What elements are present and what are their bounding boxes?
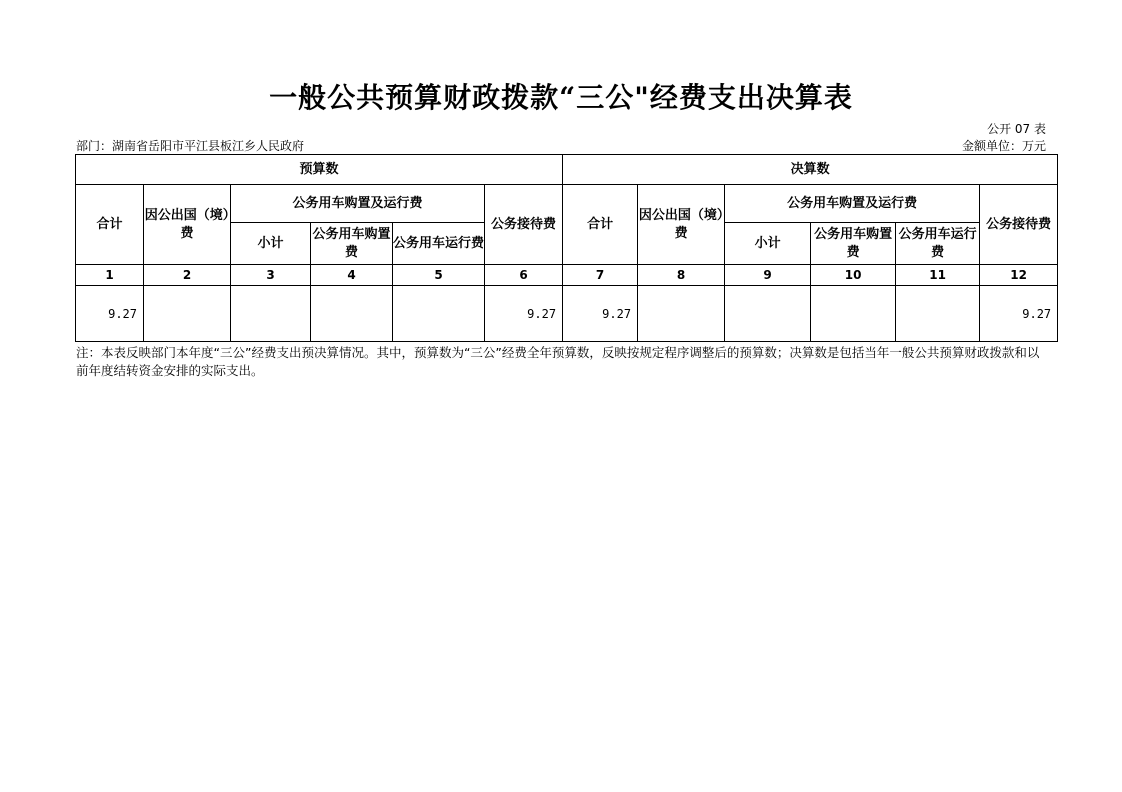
amount-unit-label: 金额单位：万元 <box>961 139 1046 153</box>
column-number-row <box>76 265 1058 286</box>
budget-abroad-value <box>144 286 231 342</box>
budget-total-value: 9.27 <box>76 286 144 342</box>
budget-vehicle-subtotal-value <box>231 286 311 342</box>
final-reception-value: 9.27 <box>980 286 1058 342</box>
form-number: 公开 07 表 <box>987 122 1046 136</box>
column-number: 3 <box>231 265 311 286</box>
budget-abroad-header: 因公出国（境）费 <box>144 185 231 265</box>
budget-total-header: 合计 <box>76 185 144 265</box>
final-subtotal-header: 小计 <box>725 223 811 265</box>
column-number: 11 <box>896 265 980 286</box>
final-abroad-header: 因公出国（境）费 <box>638 185 725 265</box>
column-number: 10 <box>811 265 896 286</box>
final-vehicle-subtotal-value <box>725 286 811 342</box>
budget-vehicle-operation-header: 公务用车运行费 <box>393 223 485 265</box>
final-reception-header: 公务接待费 <box>980 185 1058 265</box>
final-vehicle-operation-value <box>896 286 980 342</box>
budget-reception-header: 公务接待费 <box>485 185 563 265</box>
column-number: 2 <box>144 265 231 286</box>
column-number: 12 <box>980 265 1058 286</box>
budget-vehicle-operation-value <box>393 286 485 342</box>
column-number: 1 <box>76 265 144 286</box>
final-vehicle-operation-header: 公务用车运行费 <box>896 223 980 265</box>
department-label: 部门：湖南省岳阳市平江县板江乡人民政府 <box>76 139 305 153</box>
final-header: 决算数 <box>563 155 1058 185</box>
final-vehicle-purchase-value <box>811 286 896 342</box>
budget-subtotal-header: 小计 <box>231 223 311 265</box>
column-number: 6 <box>485 265 563 286</box>
budget-header: 预算数 <box>76 155 563 185</box>
budget-reception-value: 9.27 <box>485 286 563 342</box>
value-row <box>76 286 1058 342</box>
table-note: 注：本表反映部门本年度“三公”经费支出预决算情况。其中，预算数为“三公”经费全年预算数，反映按规定程序调整后的预算数；决算数是包括当年一般公共预算财政拨款和以前年度结转资金安排的实际支出。 <box>76 345 1040 378</box>
final-vehicle-purchase-header: 公务用车购置费 <box>811 223 896 265</box>
column-number: 7 <box>563 265 638 286</box>
column-number: 8 <box>638 265 725 286</box>
three-public-expenses-table <box>75 154 1058 342</box>
column-number: 9 <box>725 265 811 286</box>
budget-vehicle-group-header: 公务用车购置及运行费 <box>231 185 485 223</box>
final-vehicle-group-header: 公务用车购置及运行费 <box>725 185 980 223</box>
budget-vehicle-purchase-header: 公务用车购置费 <box>311 223 393 265</box>
final-abroad-value <box>638 286 725 342</box>
budget-vehicle-purchase-value <box>311 286 393 342</box>
final-total-value: 9.27 <box>563 286 638 342</box>
final-total-header: 合计 <box>563 185 638 265</box>
page-title: 一般公共预算财政拨款“三公"经费支出决算表 <box>269 81 853 114</box>
column-number: 4 <box>311 265 393 286</box>
column-number: 5 <box>393 265 485 286</box>
